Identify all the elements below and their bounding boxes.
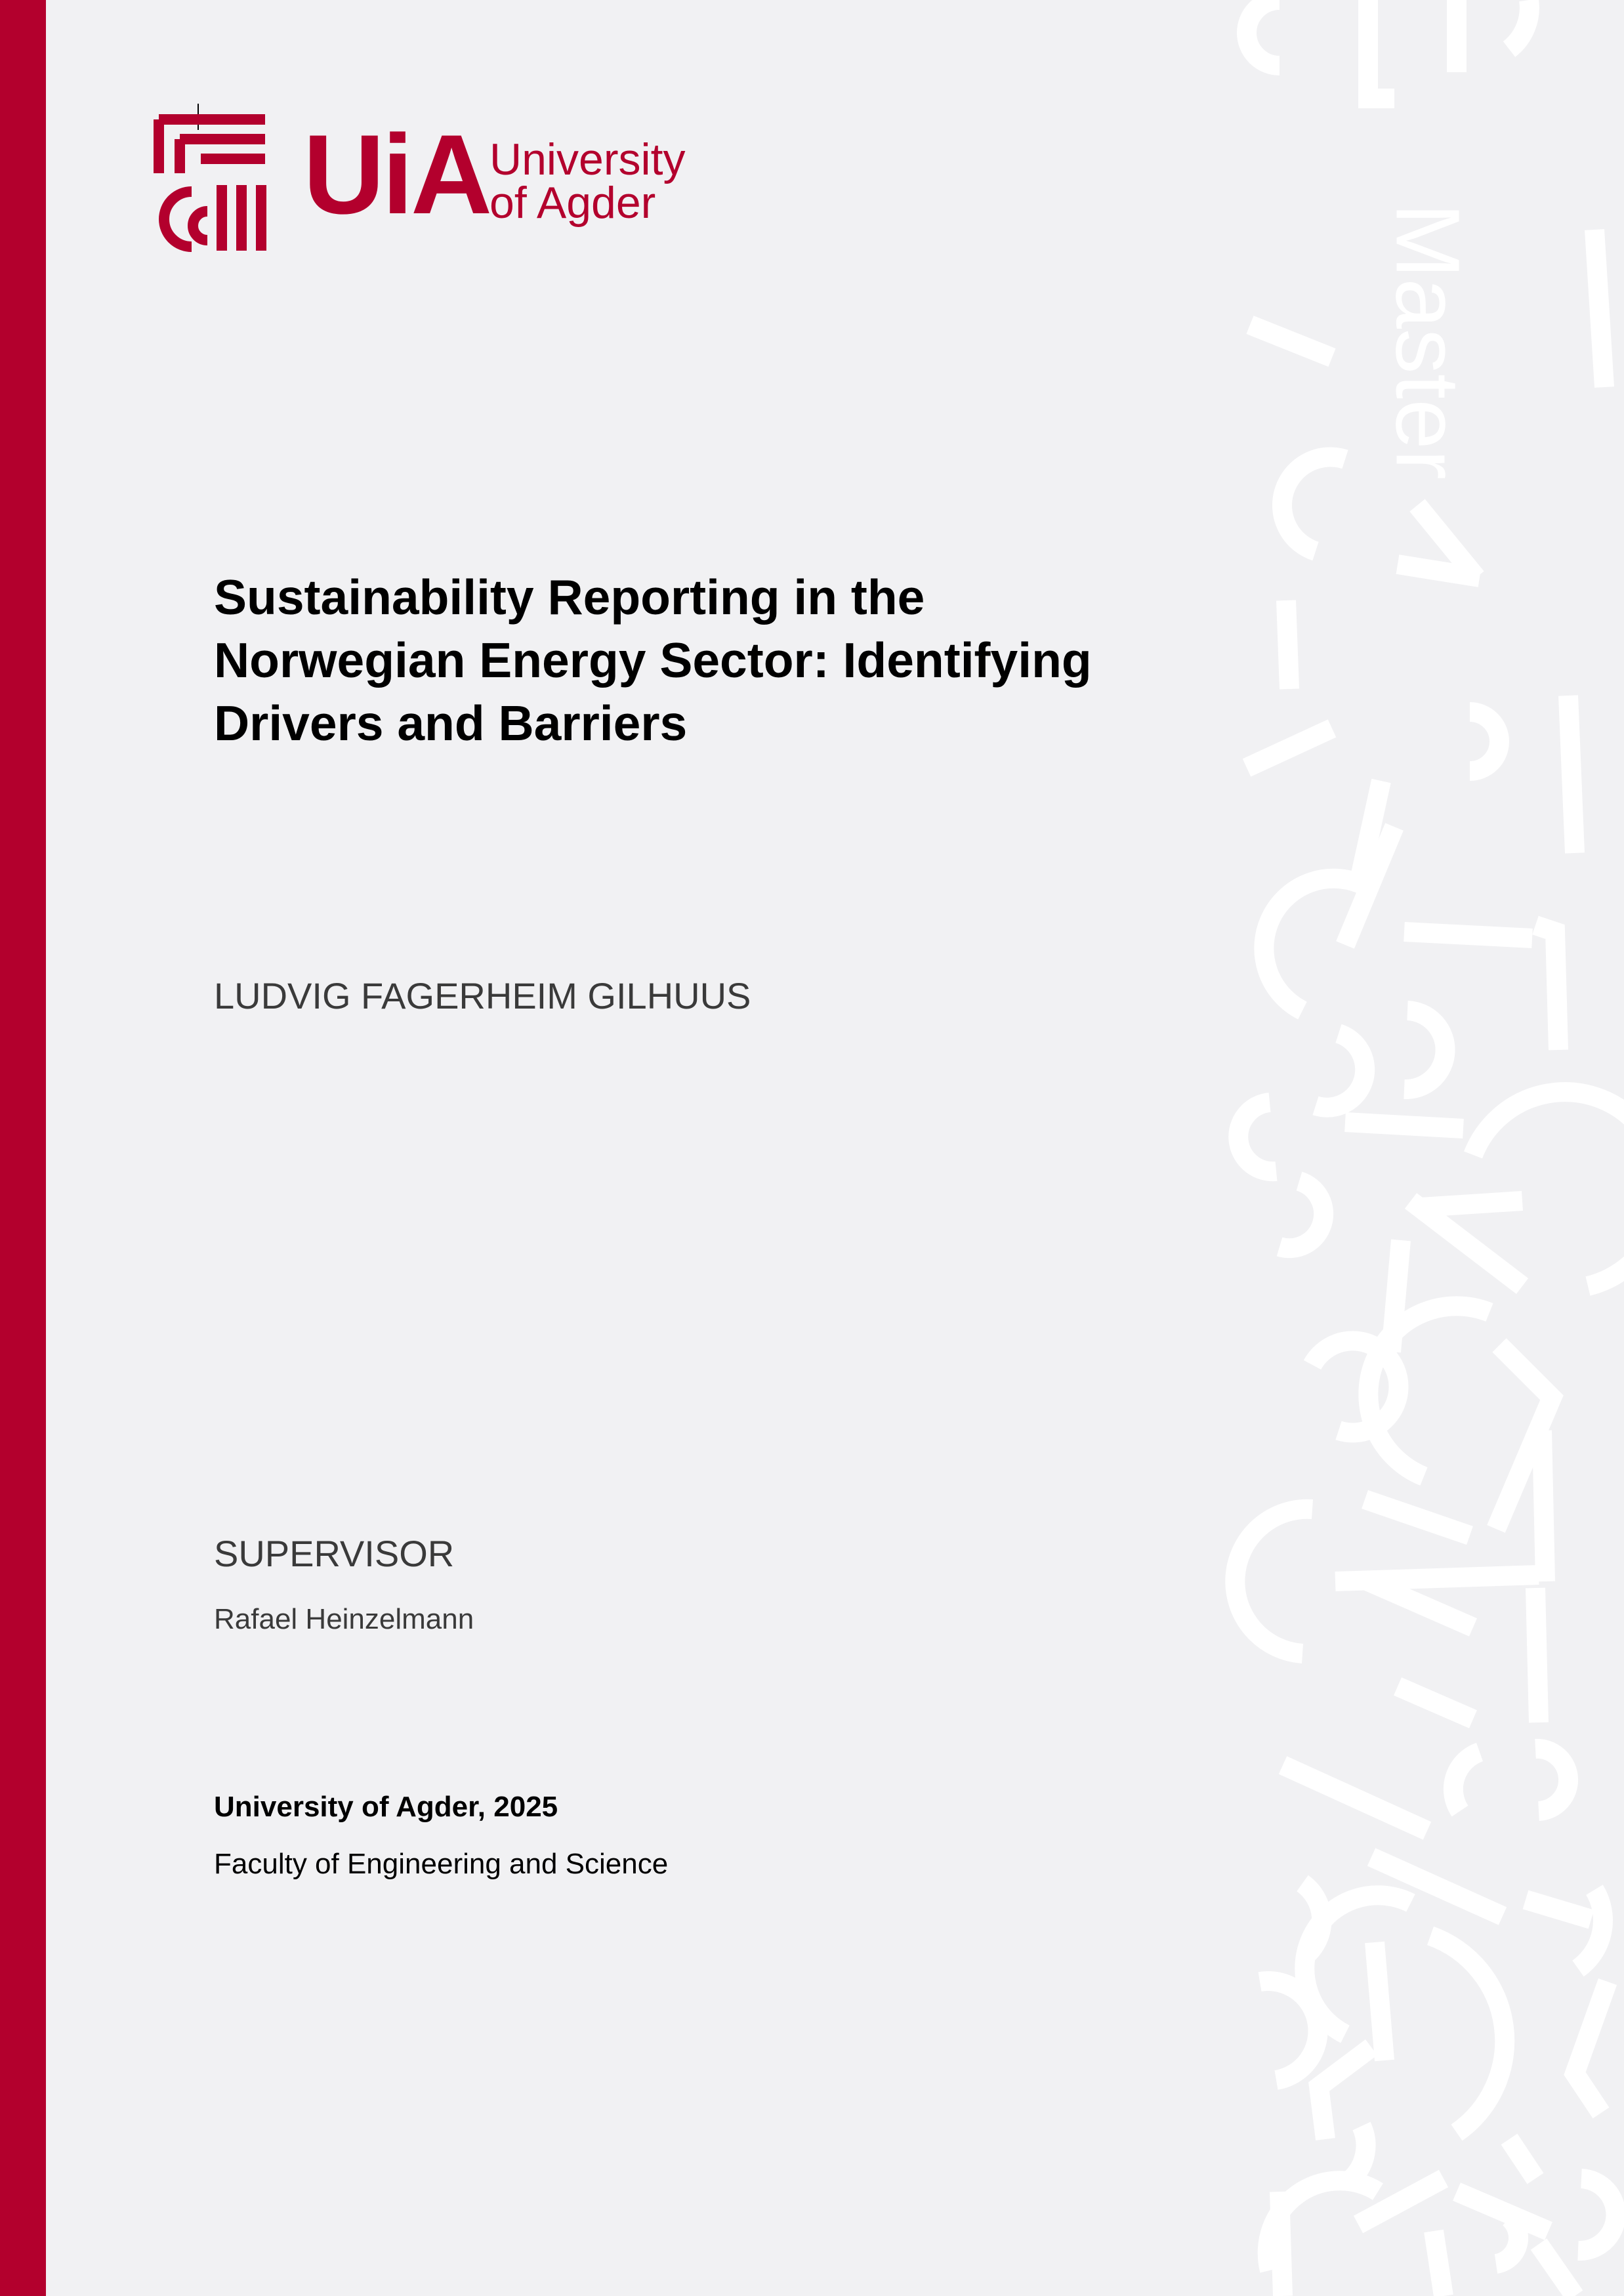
degree-label: Master: [1377, 203, 1478, 480]
logo-name-line-1: University: [489, 135, 686, 184]
logo-abbreviation: UiA: [303, 112, 490, 238]
supervisor-heading: SUPERVISOR: [214, 1533, 455, 1574]
supervisor-name: Rafael Heinzelmann: [214, 1603, 474, 1635]
left-accent-bar: [0, 0, 46, 2296]
title-line-1: Sustainability Reporting in the: [214, 570, 925, 625]
logo-university-name: [489, 135, 686, 228]
faculty-name: Faculty of Engineering and Science: [214, 1848, 669, 1880]
institution-year: University of Agder, 2025: [214, 1791, 558, 1823]
uia-emblem-icon: [154, 113, 268, 254]
thesis-title: [214, 566, 1198, 755]
title-line-2: Norwegian Energy Sector: Identifying: [214, 633, 1092, 688]
title-line-3: Drivers and Barriers: [214, 696, 688, 751]
uia-logo: [154, 113, 705, 254]
degree-watermark: [1378, 138, 1476, 545]
logo-name-line-2: of Agder: [489, 178, 656, 228]
author-name: LUDVIG FAGERHEIM GILHUUS: [214, 975, 751, 1016]
